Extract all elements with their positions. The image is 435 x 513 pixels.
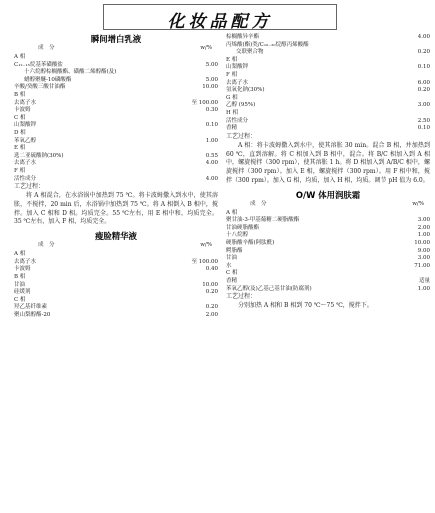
ingredient-amount: 0.10 — [417, 64, 430, 71]
table-row — [14, 130, 218, 138]
process-text: 将 A 相混合，在水浴锅中加热到 75 ℃。将卡波姆撒入到水中，使其溶胀，不搅拌，20 min 后，水浴锅中加热到 75 ℃。将 A 相倒入 B 相中，搅拌。加入 C 相和 D 相。均质完全。55 ℃左右，用 E 相中和，均质完全。35 ℃左右，加入 F 相，均质完全。 — [14, 192, 218, 226]
table-row — [226, 118, 430, 126]
right-column — [226, 34, 430, 311]
ingredient-amount: 71.00 — [414, 262, 430, 269]
table-row — [226, 255, 430, 263]
table-row — [14, 107, 218, 115]
ingredient-name: 甘油 — [226, 255, 238, 262]
table-row — [14, 92, 218, 100]
page-title: 化妆品配方 — [167, 12, 273, 32]
ingredient-name: D 相 — [14, 129, 26, 136]
table-row — [14, 84, 218, 92]
table-row — [14, 251, 218, 259]
ingredient-name: 苯氧乙醇 — [14, 137, 37, 144]
ingredient-amount — [400, 270, 430, 278]
ingredient-amount: 0.40 — [205, 266, 218, 273]
ingredient-name: 卡波姆 — [14, 266, 31, 273]
ingredient-name: 丙烯酸(酯)类/C₁₀₋₃₀烷醇丙烯酸酯 — [226, 41, 309, 48]
ingredient-name: 香精 — [226, 278, 238, 285]
table-row — [226, 240, 430, 248]
ingredient-name: 氢氧化钠(30%) — [226, 87, 265, 94]
ingredient-amount — [188, 69, 218, 77]
table-header — [226, 201, 430, 210]
left-column — [14, 34, 218, 320]
header-unit: w/% — [412, 200, 424, 207]
header-ingredient: 成 分 — [38, 45, 55, 51]
ingredient-name: 聚山梨醇酯-20 — [14, 312, 51, 319]
ingredient-amount: 1.00 — [205, 137, 218, 144]
ingredient-amount — [400, 57, 430, 65]
ingredient-name: C 相 — [14, 296, 26, 303]
ingredient-name: C 相 — [226, 270, 238, 277]
table-row — [14, 122, 218, 130]
ingredient-name: 去离子水 — [14, 258, 37, 265]
table-row — [226, 72, 430, 80]
ingredient-amount: 0.10 — [205, 122, 218, 129]
ingredient-amount — [400, 110, 430, 118]
ingredient-name: 棕榈酸异辛酯 — [226, 34, 260, 40]
ingredient-name: 硬脂酸辛酯(阿肽酰) — [226, 240, 275, 247]
table-row — [14, 259, 218, 267]
ingredient-amount — [188, 130, 218, 138]
ingredient-amount: 0.10 — [417, 125, 430, 132]
ingredient-name: 十六烷醇棕榈酸酯、磺酸二烯醇酯(及) — [24, 69, 117, 76]
title-banner — [103, 4, 337, 30]
ingredient-name: B 相 — [14, 91, 26, 98]
table-row — [226, 248, 430, 256]
table-row — [226, 270, 430, 278]
ingredient-amount — [400, 95, 430, 103]
ingredient-amount: 1.00 — [417, 285, 430, 292]
ingredient-name: G 相 — [226, 94, 238, 101]
ingredient-name: H 相 — [226, 109, 239, 116]
table-row — [226, 87, 430, 95]
ingredient-name: 去离子水 — [226, 79, 249, 86]
ingredient-name: A 相 — [14, 54, 26, 60]
ingredient-name: A 相 — [226, 209, 238, 216]
ingredient-name: 硅缓剂 — [14, 289, 31, 296]
table-row — [226, 34, 430, 42]
ingredient-table — [226, 34, 430, 133]
ingredient-name: A 相 — [14, 251, 26, 258]
ingredient-amount: 3.00 — [417, 102, 430, 109]
ingredient-name: 去离子水 — [14, 160, 37, 167]
table-row — [14, 274, 218, 282]
ingredient-name: 羟乙基纤维素 — [14, 304, 48, 311]
ingredient-amount — [400, 210, 430, 218]
table-header — [14, 45, 218, 54]
ingredient-amount: 2.00 — [417, 224, 430, 231]
ingredient-name: 甘油硬脂酸酯 — [226, 224, 260, 231]
ingredient-amount: 0.55 — [205, 152, 218, 159]
ingredient-amount: 10.00 — [202, 84, 218, 91]
header-unit: w/% — [200, 242, 212, 249]
table-row — [226, 217, 430, 225]
process-text: A 相：将卡波姆撒入到水中，使其溶胀 30 min。混合 B 相，并加热到 60 ℃，直到溶解。将 C 相加入到 B 相中，混合。将 B/C 相加入到 A 相中，螺旋搅拌（300 rpm），使其溶胀 1 h。将 D 相加入到 A/B/C 相中，螺旋搅拌（300 rpm）。加入 E 相，螺旋搅拌（300 rpm）。用 F 相中和，搅拌（300 rpm）。加入 G 相，均质，加入 H 相，均质。调节 pH 值为 6.0。 — [226, 141, 430, 184]
ingredient-name: E 相 — [226, 56, 238, 63]
table-row — [14, 168, 218, 176]
ingredient-name: 卡波姆 — [14, 107, 31, 114]
ingredient-name: 交联聚合物 — [236, 49, 264, 56]
ingredient-name: 去离子水 — [14, 99, 37, 106]
ingredient-name: E 相 — [14, 145, 26, 152]
ingredient-name: 甘油 — [14, 281, 26, 288]
ingredient-amount: 2.00 — [205, 312, 218, 319]
ingredient-amount: 9.00 — [417, 247, 430, 254]
ingredient-amount: 至 100.00 — [191, 99, 218, 106]
table-row — [14, 304, 218, 312]
table-row — [226, 263, 430, 271]
section-title: 瞬间增白乳液 — [90, 34, 142, 44]
table-row — [226, 232, 430, 240]
table-row — [14, 176, 218, 184]
ingredient-amount: 2.50 — [417, 117, 430, 124]
ingredient-name: 鳄脂酯 — [226, 247, 243, 254]
ingredient-name: 活性成分 — [226, 117, 249, 124]
process-label: 工艺过程： — [14, 183, 45, 191]
table-row — [226, 49, 430, 57]
header-ingredient: 成 分 — [38, 242, 55, 249]
ingredient-amount — [188, 297, 218, 305]
ingredient-amount: 0.30 — [205, 107, 218, 114]
ingredient-amount: 0.20 — [205, 289, 218, 296]
ingredient-name: 乙醇 (95%) — [226, 102, 256, 109]
ingredient-name: 山梨酸钾 — [226, 64, 249, 71]
section-title: O/W 体用润肤霜 — [295, 189, 361, 200]
table-row — [14, 138, 218, 146]
table-row — [226, 95, 430, 103]
ingredient-amount — [188, 251, 218, 259]
table-row — [14, 160, 218, 168]
ingredient-name: 十八烷醇 — [226, 232, 249, 239]
ingredient-amount: 适量 — [418, 278, 430, 285]
table-row — [226, 278, 430, 286]
ingredient-table — [14, 54, 218, 183]
table-row — [14, 115, 218, 123]
ingredient-name: 山梨酸钾 — [14, 122, 37, 129]
table-row — [226, 225, 430, 233]
ingredient-amount — [188, 54, 218, 62]
process-label: 工艺过程： — [226, 132, 257, 140]
section-title: 瘦脸精华液 — [95, 231, 137, 242]
process-text: 分别加热 A 相和 B 相到 70 ℃～75 ℃，搅拌下。 — [238, 302, 373, 310]
ingredient-amount — [400, 72, 430, 80]
ingredient-name: 蜡醇聚醚-10磷酸酯 — [24, 76, 72, 83]
table-row — [14, 289, 218, 297]
ingredient-amount — [188, 92, 218, 100]
table-row — [226, 286, 430, 294]
ingredient-name: C 相 — [14, 114, 26, 121]
ingredient-amount — [188, 274, 218, 282]
ingredient-amount: 5.00 — [205, 61, 218, 68]
ingredient-name: 苯氧乙醇(及)乙基己基甘油(防腐剂) — [226, 285, 312, 292]
table-row — [226, 125, 430, 133]
ingredient-amount: 6.00 — [417, 79, 430, 86]
process-label: 工艺过程： — [226, 293, 257, 301]
ingredient-amount: 10.00 — [414, 240, 430, 247]
ingredient-amount: 0.20 — [205, 304, 218, 311]
ingredient-amount: 3.00 — [417, 255, 430, 262]
ingredient-name: 辛酸/癸酸三酸甘油酯 — [14, 84, 66, 91]
ingredient-name: 水 — [226, 262, 232, 269]
ingredient-name: 活性成分 — [14, 175, 37, 182]
header-ingredient: 成 分 — [250, 200, 267, 207]
ingredient-amount — [400, 42, 430, 50]
table-row — [226, 57, 430, 65]
table-row — [14, 69, 218, 77]
table-row — [14, 54, 218, 62]
table-row — [14, 100, 218, 108]
ingredient-name: F 相 — [14, 167, 26, 174]
ingredient-amount: 1.00 — [417, 232, 430, 239]
ingredient-amount: 0.20 — [417, 49, 430, 56]
ingredient-amount — [188, 145, 218, 153]
ingredient-amount: 4.00 — [205, 160, 218, 167]
ingredient-amount: 0.20 — [417, 87, 430, 94]
ingredient-name: 香精 — [226, 125, 238, 132]
table-row — [14, 266, 218, 274]
table-row — [14, 312, 218, 320]
ingredient-amount: 10.00 — [202, 281, 218, 288]
ingredient-amount: 5.00 — [205, 76, 218, 83]
ingredient-name: 选二亚硫酸钠(30%) — [14, 152, 64, 159]
ingredient-name: F 相 — [226, 71, 238, 78]
ingredient-amount — [188, 168, 218, 176]
table-row — [226, 102, 430, 110]
table-row — [14, 153, 218, 161]
table-row — [14, 282, 218, 290]
ingredient-amount: 至 100.00 — [191, 258, 218, 265]
ingredient-table — [14, 251, 218, 319]
ingredient-name: B 相 — [14, 274, 26, 281]
ingredient-amount — [188, 115, 218, 123]
table-header — [14, 242, 218, 251]
table-row — [226, 110, 430, 118]
ingredient-name: 聚甘油-3-甲基葡糖二硬脂酸酯 — [226, 217, 300, 224]
table-row — [14, 145, 218, 153]
header-unit: w/% — [200, 45, 212, 51]
ingredient-amount: 4.00 — [205, 175, 218, 182]
ingredient-table — [226, 210, 430, 294]
ingredient-name: C₁₂₋₁₅烷基苯磺酸盐 — [14, 61, 63, 68]
ingredient-amount: 4.00 — [417, 34, 430, 40]
table-row — [226, 64, 430, 72]
ingredient-amount: 3.00 — [417, 217, 430, 224]
